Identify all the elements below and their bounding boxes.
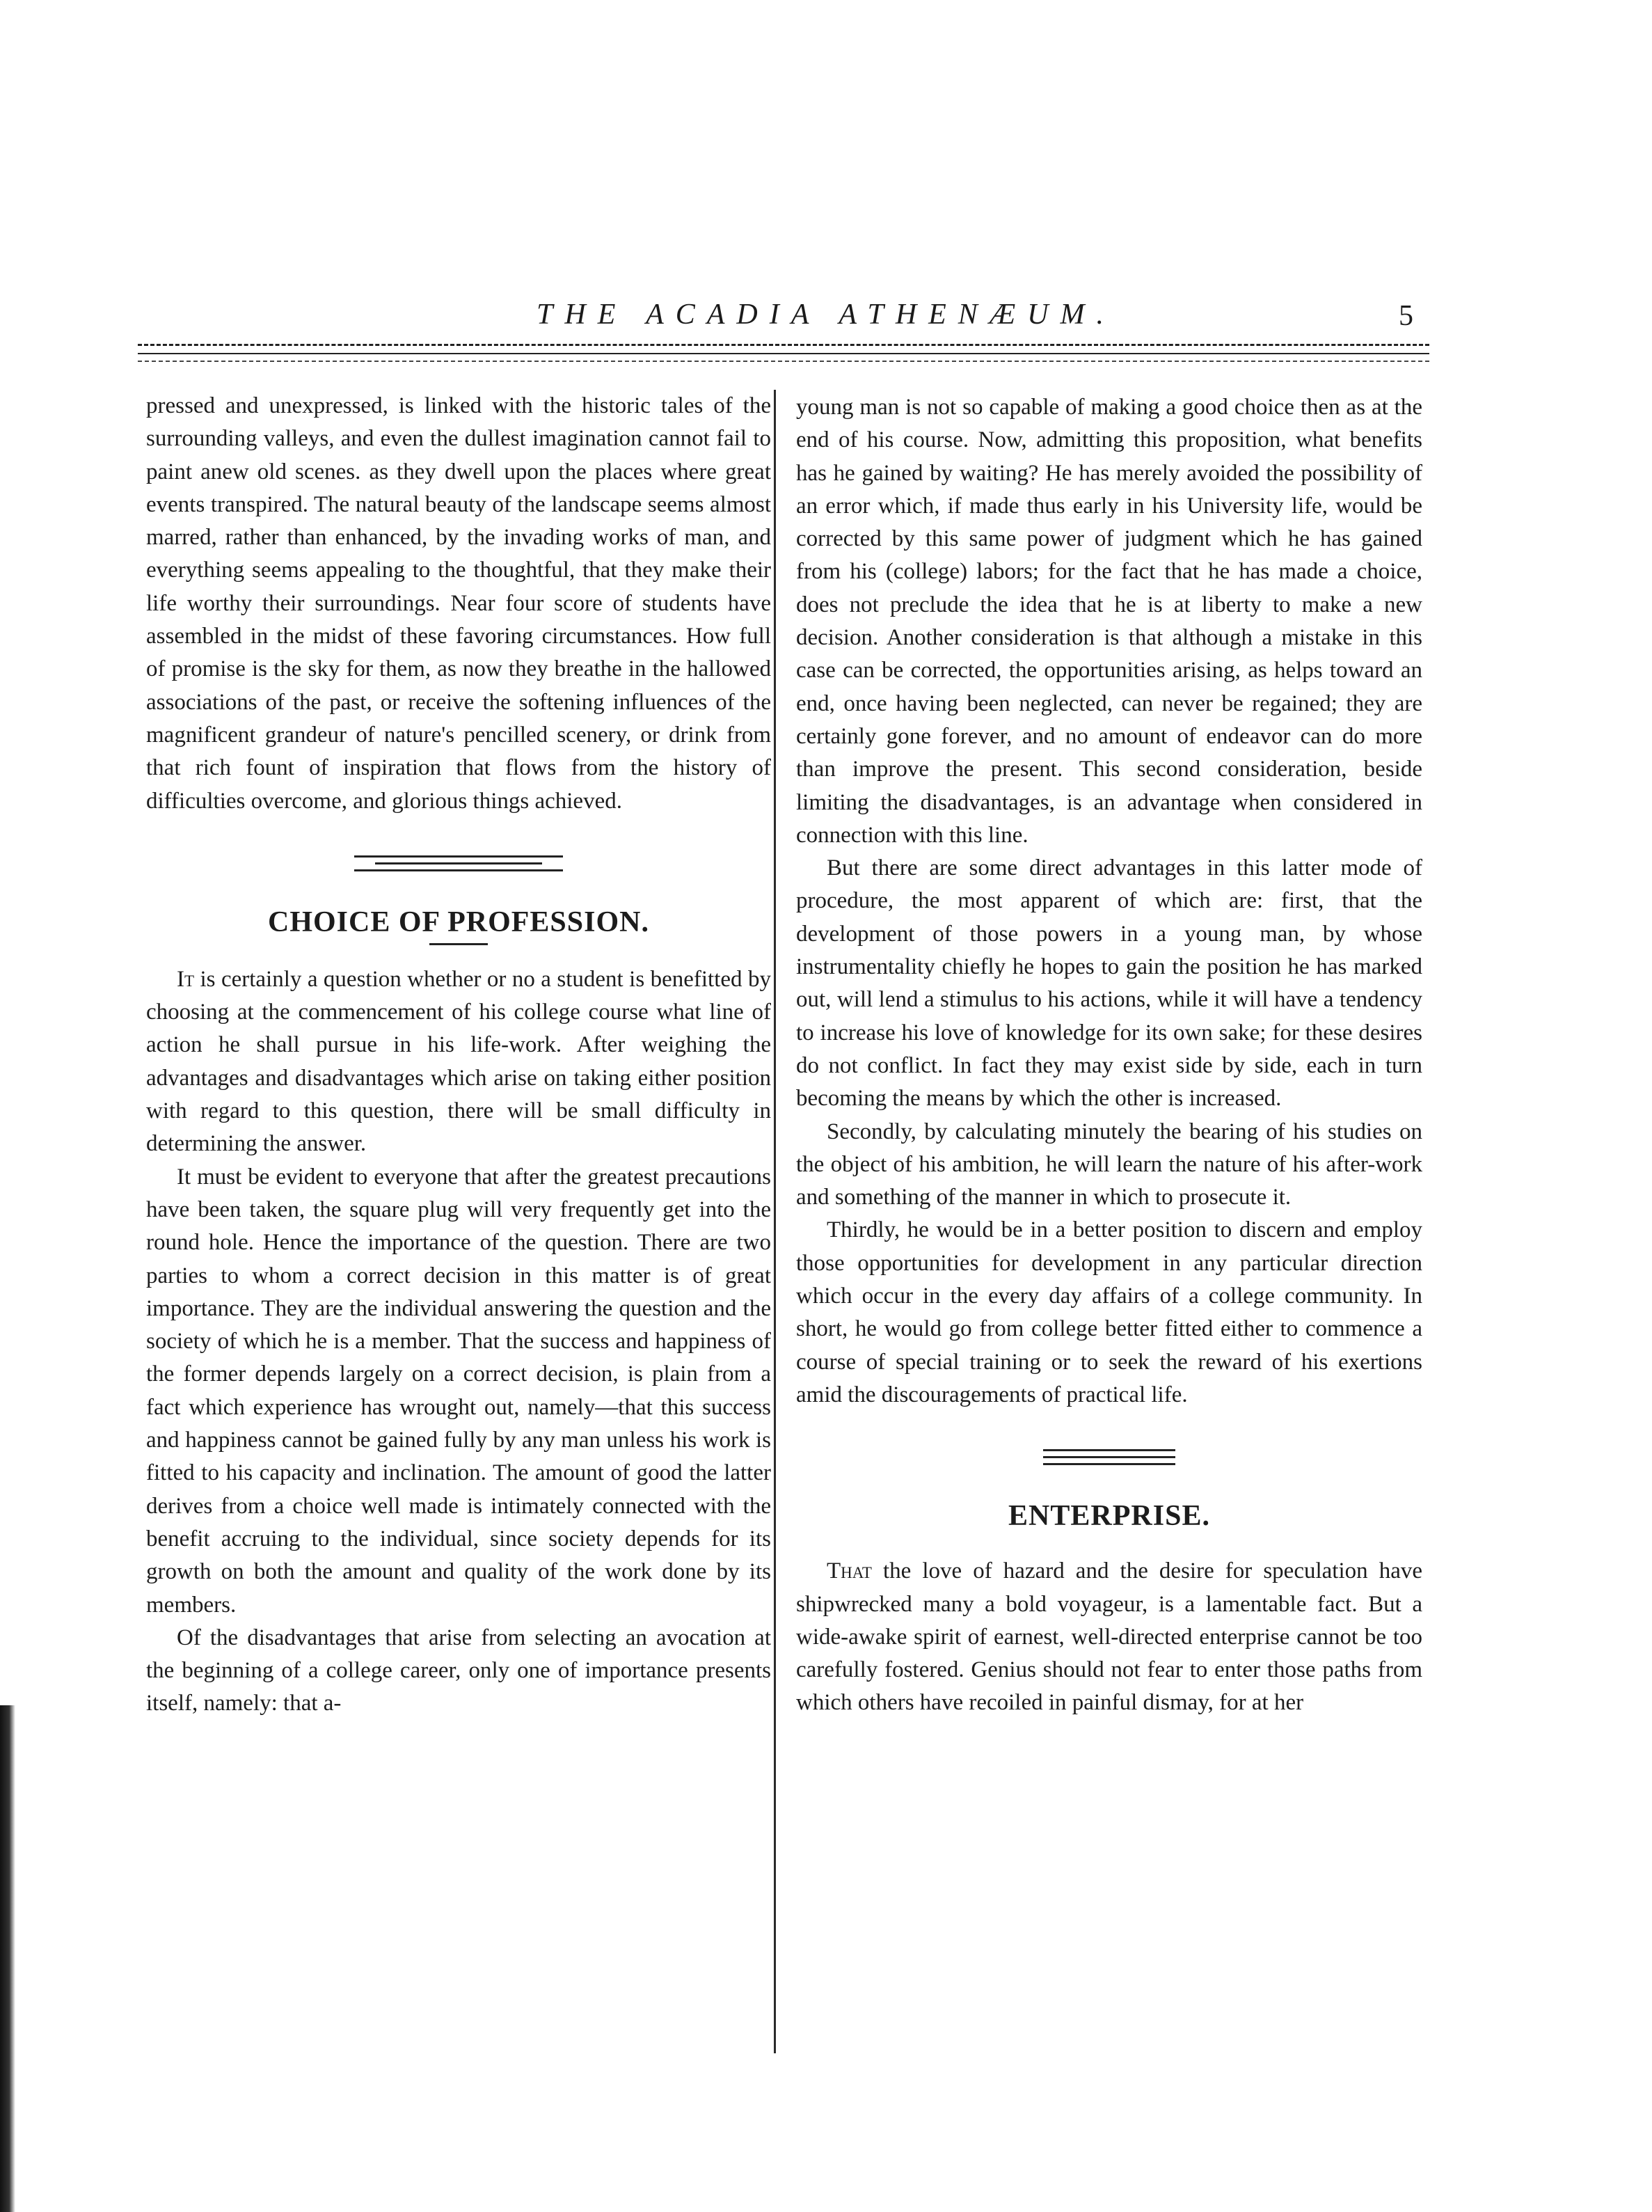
article-paragraph: Secondly, by calculating minutely the bearing of his studies on the object of his ambition, he will learn the nature of his after-work and something of the manner in which to prosecute it. <box>796 1119 1422 1210</box>
article-paragraph <box>796 1555 1422 1719</box>
header-rule <box>138 344 1429 354</box>
header-rule-secondary <box>138 361 1429 362</box>
page-number: 5 <box>1399 300 1413 332</box>
article-paragraph: It must be evident to everyone that after the greatest precautions have been taken, the square plug will very frequently get into the round hole. Hence the importance of the question. There are two parties to whom a correct decision in this matter is of great importance. They are the individual answering the question and the society of which he is a member. That the success and happiness of the former depends largely on a correct decision, is plain from a fact which experience has wrought out, namely—that this success and happiness cannot be gained fully by any man unless his work is fitted to his capacity and inclination. The amount of good the latter derives from a choice well made is intimately connected with the benefit accruing to the individual, since society depends for its growth on both the amount and quality of the work done by its members. <box>146 1164 771 1618</box>
section-ornament <box>1043 1446 1175 1470</box>
left-column <box>146 390 771 1721</box>
article-title-enterprise: ENTERPRISE. <box>1008 1500 1210 1533</box>
section-ornament <box>354 853 563 876</box>
column-divider <box>774 390 776 2053</box>
article-paragraph: Of the disadvantages that arise from selecting an avocation at the beginning of a college career, only one of importance presents itself, namely: that a- <box>146 1625 771 1716</box>
article-paragraph: But there are some direct advantages in this latter mode of procedure, the most apparent of which are: first, that the development of those powers in a young man, by whose instrumentality chiefly he hopes to gain the position he has marked out, will lend a stimulus to his actions, while it will have a tendency to increase his love of knowledge for its own sake; for these desires do not conflict. In fact they may exist side by side, each in turn becoming the means by which the other is increased. <box>796 855 1422 1112</box>
article-paragraph: young man is not so capable of making a good choice then as at the end of his course. Now, admitting this proposition, what benefits has he gained by waiting? He has merely avoided the possibility of an error which, if made thus early in his University life, would be corrected by this same power of judgment which he has gained from his (college) labors; for the fact that he has made a choice, does not preclude the idea that he is at liberty to make a new decision. Another consideration is that although a mistake in this case can be corrected, the opportunities arising, as helps toward an end, once having been neglected, can never be regained; they are certainly gone forever, and no amount of endeavor can do more than improve the present. This second consideration, beside limiting the disadvantages, is an advantage when considered in connection with this line. <box>796 395 1422 848</box>
title-underline <box>429 943 488 945</box>
article-paragraph: Thirdly, he would be in a better position to discern and employ those opportunities for development in any particular direction which occur in the every day affairs of a college community. In short, he would go from college better fitted either to commence a course of special training or to seek the reward of his exertions amid the discouragements of practical life. <box>796 1217 1422 1407</box>
scan-edge-shadow <box>0 1705 15 2212</box>
article-title-choice-of-profession: CHOICE OF PROFESSION. <box>267 906 649 938</box>
paragraph-text: the love of hazard and the desire for speculation have shipwrecked many a bold voyageur, is a lamentable fact. But a wide-awake spirit of earnest, well-directed enterprise cannot be too carefully fostered. Genius should not fear to enter those paths from which others have recoiled in painful dismay, for at her <box>796 1558 1422 1716</box>
right-column <box>796 391 1422 1720</box>
article-paragraph <box>146 963 771 1161</box>
running-header-title: THE ACADIA ATHENÆUM. <box>537 299 1115 331</box>
intro-paragraph: pressed and unexpressed, is linked with the historic tales of the surrounding valleys, and even the dullest imagination cannot fail to paint anew old scenes. as they dwell upon the places where great events transpired. The natural beauty of the landscape seems almost marred, rather than enhanced, by the invading works of man, and everything seems appealing to the thoughtful, that they make their life worthy their surroundings. Near four score of students have assembled in the midst of these favoring circumstances. How full of promise is the sky for them, as now they breathe in the hallowed associations of the past, or receive the softening influences of the magnificent grandeur of nature's pencilled scenery, or drink from that rich fount of inspiration that flows from the history of difficulties overcome, and glorious things achieved. <box>146 393 771 814</box>
paragraph-text: is certainly a question whether or no a student is benefitted by choosing at the commencement of his college course what line of action he shall pursue in his life-work. After weighing the advantages and disadvantages which arise on taking either position with regard to this question, there will be small difficulty in determining the answer. <box>146 966 771 1157</box>
lead-word: It <box>177 966 195 992</box>
lead-word: That <box>827 1558 872 1584</box>
